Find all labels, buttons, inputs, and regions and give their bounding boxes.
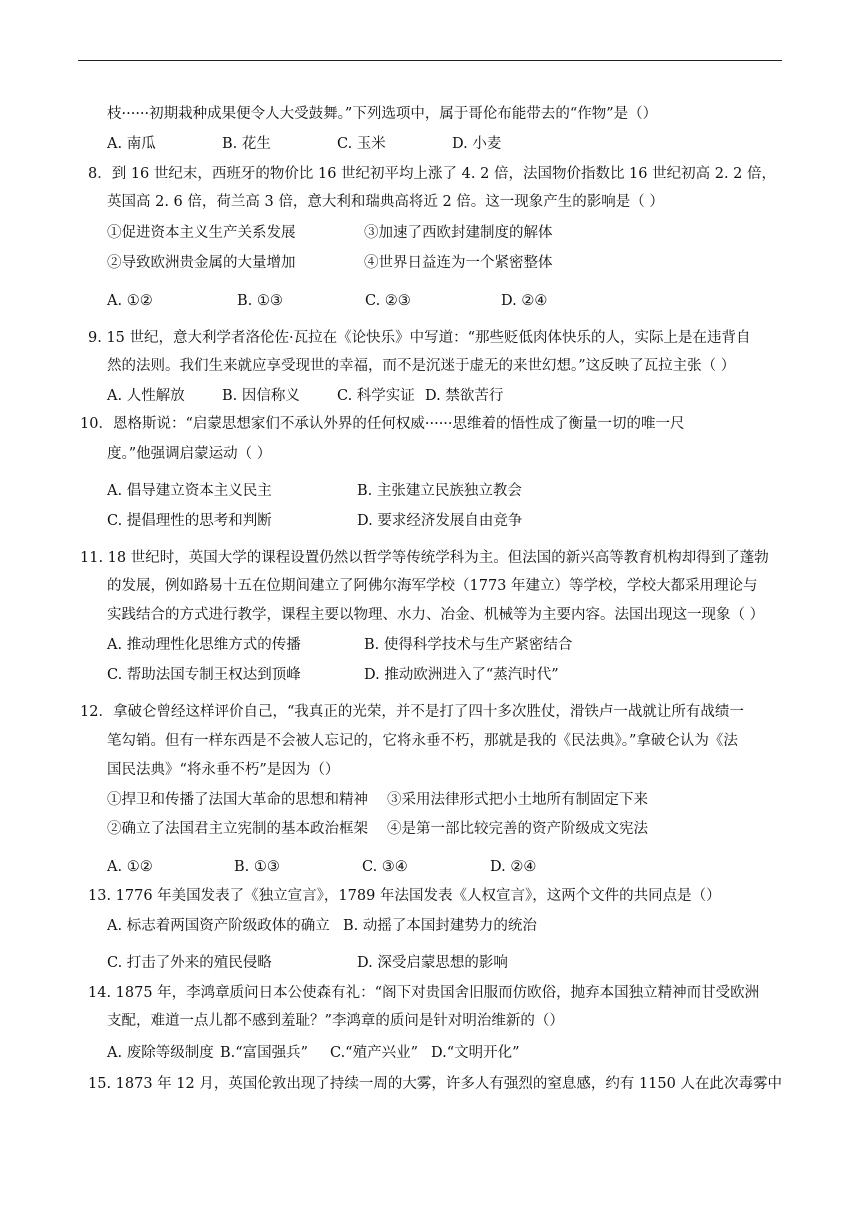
q11-options-row1: [107, 635, 572, 655]
q8-stem-line2: 英国高 2. 6 倍，荷兰高 3 倍，意大利和瑞典高将近 2 倍。这一现象产生的影响是（ ）: [107, 194, 664, 210]
q12-statement-1: ①捍卫和传播了法国大革命的思想和精神: [107, 792, 368, 808]
q11-stem-line3: 实践结合的方式进行教学，课程主要以物理、水力、冶金、机械等为主要内容。法国出现这一现象（ ）: [107, 607, 765, 623]
q12-statements-row1: [107, 790, 648, 810]
q12-stem-line2: 笔勾销。但有一样东西是不会被人忘记的，它将永垂不朽，那就是我的《民法典》。”拿破仑认为《法: [107, 733, 738, 749]
q10-options-row1: [107, 481, 522, 501]
q14-option-c[interactable]: C.“殖产兴业”: [330, 1045, 419, 1061]
q8-options: [107, 291, 547, 311]
q12-statement-2: ②确立了法国君主立宪制的基本政治框架: [107, 821, 368, 837]
q14-options: [107, 1043, 520, 1063]
q12-options: [107, 857, 536, 877]
q8-option-d[interactable]: D. ②④: [501, 293, 548, 309]
q7-option-c[interactable]: C. 玉米: [337, 136, 386, 152]
q13-option-b[interactable]: B. 动摇了本国封建势力的统治: [343, 918, 537, 934]
q8-statement-3: ③加速了西欧封建制度的解体: [364, 225, 553, 241]
q10-options-row2: [107, 511, 522, 531]
q12-stem-line3: 国民法典》“将永垂不朽”是因为（）: [107, 762, 340, 778]
q12-statement-3: ③采用法律形式把小土地所有制固定下来: [387, 792, 648, 808]
q13-option-a[interactable]: A. 标志着两国资产阶级政体的确立: [107, 918, 330, 934]
q14-stem-line1: 14. 1875 年，李鸿章质问日本公使森有礼：“阁下对贵国舍旧服而仿欧俗，抛弃本国独立精神而甘受欧洲: [88, 985, 760, 1001]
q8-statements-row1: [107, 223, 553, 243]
q8-option-c[interactable]: C. ②③: [365, 293, 411, 309]
q8-option-b[interactable]: B. ①③: [237, 293, 283, 309]
q14-stem-line2: 支配，难道一点儿都不感到羞耻？”李鸿章的质问是针对明治维新的（）: [107, 1013, 564, 1029]
q10-option-a[interactable]: A. 倡导建立资本主义民主: [107, 483, 272, 499]
q9-option-c[interactable]: C. 科学实证: [337, 388, 415, 404]
q7-option-b[interactable]: B. 花生: [222, 136, 271, 152]
header-rule: [78, 60, 782, 61]
q11-stem-line1: 11. 18 世纪时，英国大学的课程设置仍然以哲学等传统学科为主。但法国的新兴高等教育机构却得到了蓬勃: [80, 550, 769, 566]
q9-option-b[interactable]: B. 因信称义: [222, 388, 300, 404]
q13-options-row2: [107, 953, 508, 973]
q12-statements-row2: [107, 819, 648, 839]
q14-option-b[interactable]: B.“富国强兵”: [220, 1045, 309, 1061]
q12-stem-line1: 12．拿破仑曾经这样评价自己，“我真正的光荣，并不是打了四十多次胜仗，滑铁卢一战就让所有战绩一: [80, 704, 744, 720]
q11-stem-line2: 的发展，例如路易十五在位期间建立了阿佛尔海军学校（1773 年建立）等学校，学校大都采用理论与: [107, 578, 758, 594]
q11-option-c[interactable]: C. 帮助法国专制王权达到顶峰: [107, 667, 301, 683]
q14-option-a[interactable]: A. 废除等级制度: [107, 1045, 214, 1061]
q13-option-c[interactable]: C. 打击了外来的殖民侵略: [107, 955, 272, 971]
q11-option-a[interactable]: A. 推动理性化思维方式的传播: [107, 637, 301, 653]
q7-option-d[interactable]: D. 小麦: [452, 136, 502, 152]
q9-option-a[interactable]: A. 人性解放: [107, 388, 185, 404]
q10-option-d[interactable]: D. 要求经济发展自由竞争: [357, 513, 523, 529]
q9-options: [107, 386, 503, 406]
q8-option-a[interactable]: A. ①②: [107, 293, 153, 309]
q7-stem: 枝······初期栽种成果便令人大受鼓舞。”下列选项中，属于哥伦布能带去的“作物”是（）: [107, 106, 658, 122]
q8-statement-1: ①促进资本主义生产关系发展: [107, 225, 296, 241]
q12-statement-4: ④是第一部比较完善的资产阶级成文宪法: [387, 821, 648, 837]
q8-statements-row2: [107, 253, 553, 273]
q9-stem-line1: 9. 15 世纪，意大利学者洛伦佐·瓦拉在《论快乐》中写道：“那些贬低肉体快乐的人，实际上是在违背自: [88, 330, 751, 346]
q12-option-d[interactable]: D. ②④: [490, 859, 537, 875]
q10-option-b[interactable]: B. 主张建立民族独立教会: [357, 483, 522, 499]
q9-stem-line2: 然的法则。我们生来就应享受现世的幸福，而不是沉迷于虚无的来世幻想。”这反映了瓦拉主张（ ）: [107, 358, 736, 374]
q15-stem-line1: 15. 1873 年 12 月，英国伦敦出现了持续一周的大雾，许多人有强烈的窒息感，约有 1150 人在此次毒雾中: [88, 1076, 782, 1092]
q9-option-d[interactable]: D. 禁欲苦行: [425, 388, 504, 404]
q12-option-a[interactable]: A. ①②: [107, 859, 153, 875]
q10-stem-line1: 10．恩格斯说：“启蒙思想家们不承认外界的任何权威······思维着的悟性成了衡量一切的唯一尺: [80, 416, 685, 432]
q7-options: [107, 134, 501, 154]
q11-option-d[interactable]: D. 推动欧洲进入了“蒸汽时代”: [364, 667, 559, 683]
q13-option-d[interactable]: D. 深受启蒙思想的影响: [357, 955, 508, 971]
q12-option-b[interactable]: B. ①③: [234, 859, 280, 875]
q13-options-row1: [107, 916, 537, 936]
q7-option-a[interactable]: A. 南瓜: [107, 136, 156, 152]
q10-option-c[interactable]: C. 提倡理性的思考和判断: [107, 513, 272, 529]
q12-option-c[interactable]: C. ③④: [362, 859, 408, 875]
q11-option-b[interactable]: B. 使得科学技术与生产紧密结合: [364, 637, 573, 653]
q8-stem-line1: 8．到 16 世纪末，西班牙的物价比 16 世纪初平均上涨了 4. 2 倍，法国物价指数比 16 世纪初高 2. 2 倍，: [88, 166, 777, 182]
q10-stem-line2: 度。”他强调启蒙运动（ ）: [107, 446, 272, 462]
q8-statement-4: ④世界日益连为一个紧密整体: [364, 255, 553, 271]
q13-stem-line1: 13. 1776 年美国发表了《独立宣言》，1789 年法国发表《人权宣言》，这两个文件的共同点是（）: [88, 888, 721, 904]
q11-options-row2: [107, 665, 559, 685]
q14-option-d[interactable]: D.“文明开化”: [431, 1045, 520, 1061]
q8-statement-2: ②导致欧洲贵金属的大量增加: [107, 255, 296, 271]
